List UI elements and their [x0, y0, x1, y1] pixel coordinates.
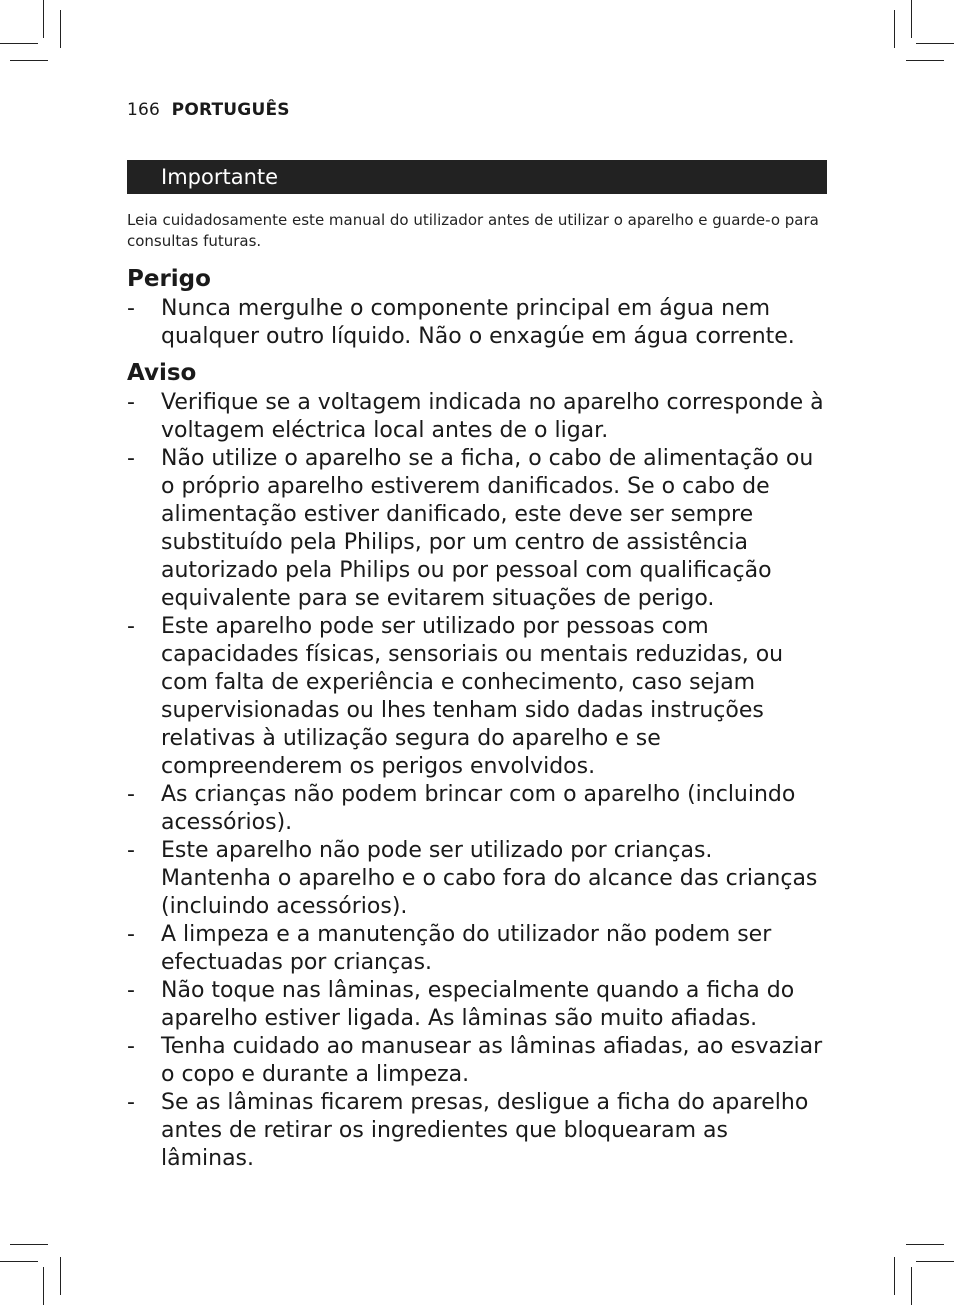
crop-mark [906, 60, 944, 61]
crop-mark [60, 10, 61, 48]
list-item-text: Nunca mergulhe o componente principal em água nem qualquer outro líquido. Não o enxagúe em água corrente. [161, 296, 795, 349]
list-item-text: Este aparelho não pode ser utilizado por crianças. Mantenha o aparelho e o cabo fora do alcance das crianças (incluindo acessórios). [161, 838, 818, 919]
list-item [127, 389, 827, 445]
section-title-bar [127, 160, 827, 194]
bullet-dash: - [127, 614, 135, 639]
list-item-text: Verifique se a voltagem indicada no aparelho corresponde à voltagem eléctrica local antes de o ligar. [161, 390, 824, 443]
crop-mark [916, 43, 954, 44]
crop-mark [911, 0, 912, 38]
intro-text: Leia cuidadosamente este manual do utilizador antes de utilizar o aparelho e guarde-o para consultas futuras. [127, 211, 819, 250]
warning-heading: Aviso [127, 360, 197, 386]
bullet-dash: - [127, 978, 135, 1003]
bullet-dash: - [127, 1034, 135, 1059]
list-item-text: Se as lâminas ficarem presas, desligue a ficha do aparelho antes de retirar os ingredientes que bloquearam as lâminas. [161, 1090, 809, 1171]
crop-mark [916, 1261, 954, 1262]
bullet-dash: - [127, 296, 135, 321]
list-item-text: Tenha cuidado ao manusear as lâminas afiadas, ao esvaziar o copo e durante a limpeza. [161, 1034, 823, 1087]
bullet-dash: - [127, 782, 135, 807]
crop-mark [0, 1261, 38, 1262]
bullet-dash: - [127, 922, 135, 947]
warning-list [127, 389, 827, 1173]
bullet-dash: - [127, 1090, 135, 1115]
page-number: 166 [127, 100, 161, 120]
list-item-text: A limpeza e a manutenção do utilizador não podem ser efectuadas por crianças. [161, 922, 772, 975]
list-item [127, 295, 827, 351]
crop-mark [894, 1257, 895, 1295]
list-item-text: Não toque nas lâminas, especialmente quando a ficha do aparelho estiver ligada. As lâminas são muito afiadas. [161, 978, 795, 1031]
page-header [127, 100, 290, 120]
list-item [127, 921, 827, 977]
crop-mark [0, 43, 38, 44]
list-item-text: Este aparelho pode ser utilizado por pessoas com capacidades físicas, sensoriais ou mentais reduzidas, ou com falta de experiência e conhecimento, caso sejam supervisionadas ou lhes tenham sido dadas instruções relativas à utilização segura do aparelho e se compreenderem os perigos envolvidos. [161, 614, 784, 779]
danger-list [127, 295, 827, 351]
crop-mark [894, 10, 895, 48]
bullet-dash: - [127, 446, 135, 471]
danger-heading: Perigo [127, 266, 211, 292]
crop-mark [43, 0, 44, 38]
list-item [127, 1033, 827, 1089]
section-title: Importante [161, 165, 279, 189]
crop-mark [906, 1244, 944, 1245]
list-item [127, 781, 827, 837]
list-item [127, 977, 827, 1033]
crop-mark [10, 1244, 48, 1245]
safety-content [127, 263, 827, 1173]
list-item-text: As crianças não podem brincar com o aparelho (incluindo acessórios). [161, 782, 796, 835]
bullet-dash: - [127, 838, 135, 863]
list-item [127, 837, 827, 921]
list-item [127, 1089, 827, 1173]
list-item [127, 613, 827, 781]
crop-mark [43, 1267, 44, 1305]
crop-mark [911, 1267, 912, 1305]
list-item-text: Não utilize o aparelho se a ficha, o cabo de alimentação ou o próprio aparelho estiverem danificados. Se o cabo de alimentação estiver danificado, este deve ser sempre substituído pela Philips, por um centro de assistência autorizado pela Philips ou por pessoal com qualificação equivalente para se evitarem situações de perigo. [161, 446, 814, 611]
language-label: PORTUGUÊS [171, 100, 290, 120]
crop-mark [10, 60, 48, 61]
crop-mark [60, 1257, 61, 1295]
list-item [127, 445, 827, 613]
bullet-dash: - [127, 390, 135, 415]
